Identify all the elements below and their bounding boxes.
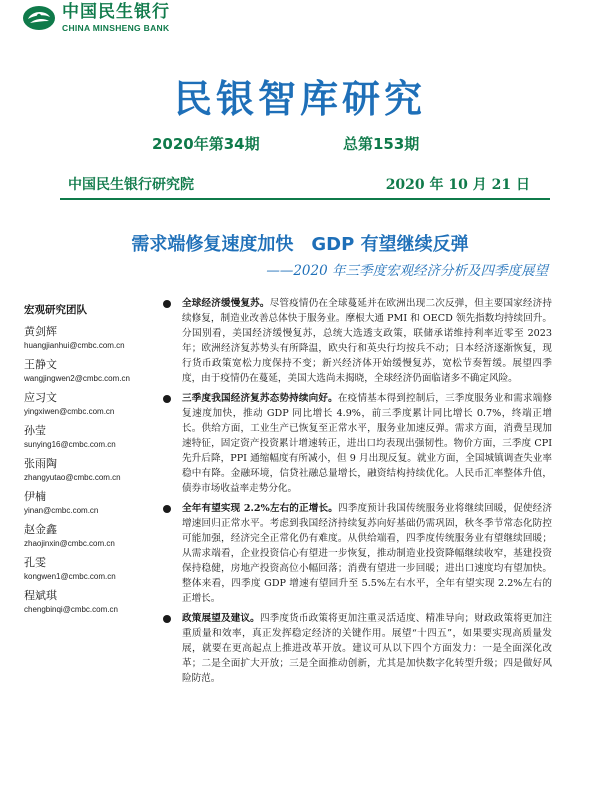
member-email[interactable]: zhangyutao@cmbc.com.cn (24, 473, 121, 482)
member-email[interactable]: wangjingwen2@cmbc.com.cn (24, 374, 130, 383)
bullet-lead: 全球经济缓慢复苏。 (182, 298, 270, 309)
article-subheadline: ——2020 年三季度宏观经济分析及四季度展望 (266, 263, 548, 279)
summary-bullet (160, 296, 552, 386)
member-email[interactable]: sunying16@cmbc.com.cn (24, 440, 116, 449)
logo-english-name: CHINA MINSHENG BANK (62, 23, 170, 33)
member-name: 孙莹 (24, 424, 46, 437)
bullet-dot-icon (163, 395, 171, 403)
team-member (24, 357, 154, 390)
team-member (24, 555, 154, 588)
publish-date: 2020 年 10 月 21 日 (385, 177, 530, 193)
minsheng-logo-icon (22, 4, 56, 32)
issue-number: 2020年第34期 (152, 135, 260, 153)
logo-chinese-name: 中国民生银行 (62, 2, 170, 22)
publication-title: 民银智库研究 (173, 77, 426, 121)
bullet-lead: 三季度我国经济复苏态势持续向好。 (182, 393, 338, 404)
summary-bullet (160, 391, 552, 496)
header-divider (60, 198, 550, 200)
member-name: 应习文 (24, 391, 57, 404)
team-member (24, 588, 154, 621)
bullet-lead: 全年有望实现 2.2%左右的正增长。 (182, 503, 338, 514)
bullet-dot-icon (163, 300, 171, 308)
bullet-lead: 政策展望及建议。 (182, 613, 260, 624)
member-email[interactable]: chengbinqi@cmbc.com.cn (24, 605, 118, 614)
bullet-text: 在疫情基本得到控制后，三季度服务业和需求端修复速度加快，推动 GDP 同比增长 4.9%，前三季度累计同比增长 0.7%，终端正增长。供给方面，工业生产已恢复至正常水平，服务业加速反弹。需求方面，消费呈现加速特征，固定资产投资累计增速转正，进出口均表现出强韧性。物价方面，三季度 CPI 先升后降，PPI 通缩幅度有所减小，但 9 月出现反复。就业方面，全国城镇调查失业率稳中有降。金融环境，信贷社融总量增长，融资结构持续优化。人民币汇率整体升值，债券市场收益率走势分化。 (182, 393, 553, 494)
team-member (24, 423, 154, 456)
team-member (24, 456, 154, 489)
team-member (24, 489, 154, 522)
research-team-sidebar (24, 302, 154, 621)
member-name: 孔雯 (24, 556, 46, 569)
team-member (24, 324, 154, 357)
member-name: 张雨陶 (24, 457, 57, 470)
institute-name: 中国民生银行研究院 (68, 177, 194, 193)
bullet-dot-icon (163, 505, 171, 513)
summary-content (160, 296, 552, 691)
member-name: 程斌琪 (24, 589, 57, 602)
bullet-text: 尽管疫情仍在全球蔓延并在欧洲出现二次反弹，但主要国家经济持续修复，制造业改善总体快于服务业。摩根大通 PMI 和 OECD 领先指数均持续回升。分国别看，美国经济缓慢复苏，总统大选透支政策，联储承诺维持利率近零至 2023 年；欧洲经济复苏势头有所降温，欧央行和英央行均按兵不动；日本经济逐渐恢复，现行货币政策宽松力度保持不变；新兴经济体开始缓慢复苏，宽松节奏暂缓。展望四季度，由于疫情仍在蔓延，美国大选尚未揭晓，全球经济仍面临诸多不确定风险。 (182, 298, 553, 384)
member-name: 黄剑辉 (24, 325, 57, 338)
member-email[interactable]: yingxiwen@cmbc.com.cn (24, 407, 115, 416)
member-email[interactable]: huangjianhui@cmbc.com.cn (24, 341, 125, 350)
team-member (24, 390, 154, 423)
summary-bullet (160, 501, 552, 606)
team-title: 宏观研究团队 (24, 304, 87, 316)
bank-logo (22, 4, 170, 33)
team-member (24, 522, 154, 555)
total-issue-number: 总第153期 (343, 135, 420, 153)
bullet-text: 四季度预计我国传统服务业将继续回暖，促使经济增速回归正常水平。考虑到我国经济持续复苏向好基础仍需巩固，秋冬季节常态化防控可能加强，经济完全正常化仍有难度。从供给端看，四季度传统服务业有望继续回暖；从需求端看，企业投资信心有望进一步恢复，推动制造业投资降幅继续收窄，基建投资保持稳健，房地产投资高位小幅回落；消费有望进一步回暖；进出口速度均有望加快。整体来看，四季度 GDP 增速有望回升至 5.5%左右水平，全年有望实现 2.2%左右的正增长。 (182, 503, 552, 604)
member-name: 王静文 (24, 358, 57, 371)
member-name: 赵金鑫 (24, 523, 57, 536)
member-email[interactable]: yinan@cmbc.com.cn (24, 506, 99, 515)
member-name: 伊楠 (24, 490, 46, 503)
member-email[interactable]: kongwen1@cmbc.com.cn (24, 572, 116, 581)
member-email[interactable]: zhaojinxin@cmbc.com.cn (24, 539, 115, 548)
bullet-dot-icon (163, 615, 171, 623)
summary-bullet (160, 611, 552, 686)
bullet-text: 四季度货币政策将更加注重灵活适度、精准导向；财政政策将更加注重质量和效率，真正发挥稳定经济的关键作用。展望“十四五”，如果要实现高质量发展，就要在更高起点上推进改革开放。建议可从以下四个方面发力：一是全面深化改革；二是全面扩大开放；三是全面推动创新，尤其是加快数字化转型升级；四是做好风险防范。 (182, 613, 553, 684)
article-headline: 需求端修复速度加快 GDP 有望继续反弹 (131, 234, 469, 255)
